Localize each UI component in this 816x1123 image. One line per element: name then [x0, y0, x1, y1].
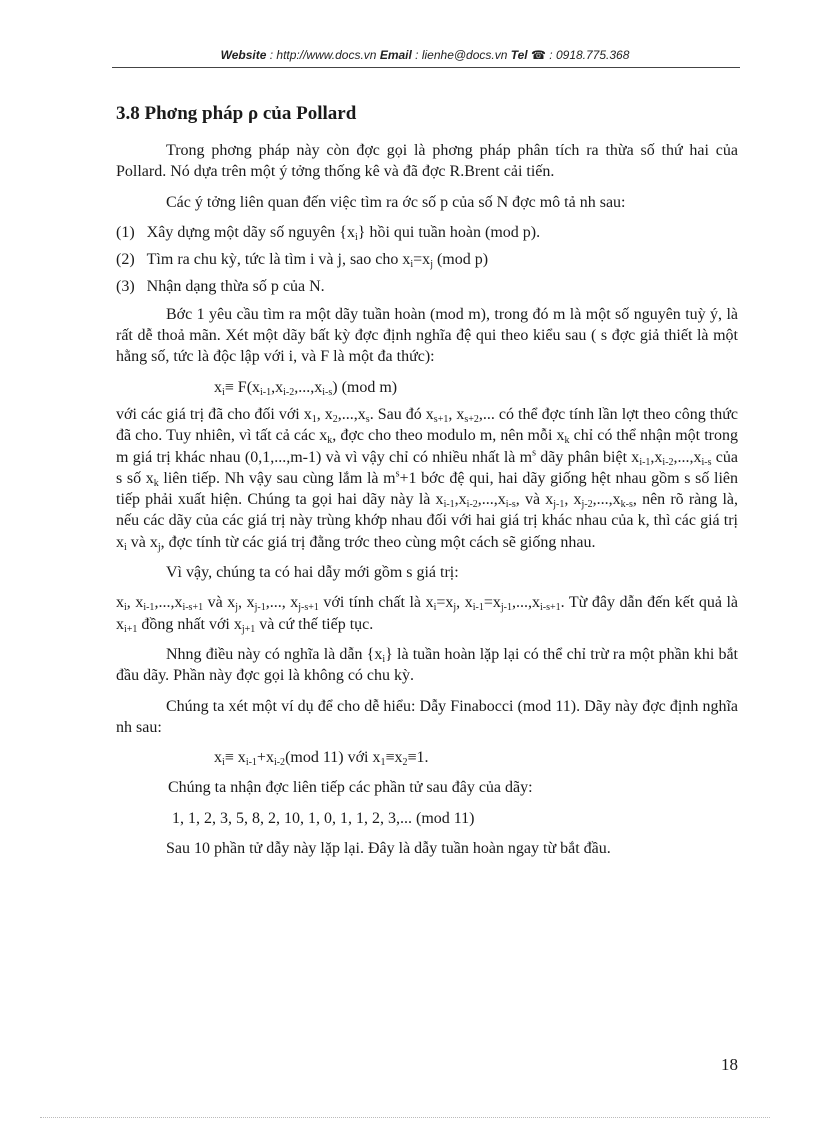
paragraph-step1: Bớc 1 yêu cầu tìm ra một dãy tuần hoàn (mod m), trong đó m là một số nguyên tuỳ ý, là rất dễ thoả mãn. Xét một dãy bất kỳ đợc định nghĩa đệ qui theo kiểu sau ( s đợc giả thiết là một hằng số, tức là độc lập với i, và F là một đa thức): — [116, 305, 738, 366]
paragraph-periodic: Nhng điều này có nghĩa là dẫn $\{x_i\}$ là tuần hoàn lặp lại có thể chỉ trừ ra một phần khi bắt đầu dãy. Phần này đợc gọi là không có chu kỳ. — [116, 645, 739, 685]
paragraph-example: Chúng ta xét một ví dụ để cho dễ hiểu: Dẫy Finabocci (mod 11). Dãy này đợc định nghĩa nh sau: — [116, 697, 738, 736]
paragraph-ideas: Các ý tởng liên quan đến việc tìm ra ớc số p của số N đợc mô tả nh sau: — [166, 193, 626, 211]
list-text: Nhận dạng thừa số p của N. — [146, 278, 325, 296]
list-text-tail: } hồi qui tuần hoàn (mod p). — [357, 223, 541, 241]
body-text — [116, 140, 738, 868]
list-item-1: (1) Xây dựng một dãy số nguyên $\{x_i\}$ hồi qui tuần hoàn (mod p). — [116, 223, 541, 243]
paragraph-equal-values: $x_i$, $x_{i-1},...,x_{i-s+1}$ và $x_j$, $x_{j-1}$,..., $x_{j-s+1}$ với tính chất là $x_i=x_j$, $x_{i-1}=x_{j-1},...,x_{i-s+1}$. Từ đây dẫn đến kết quả là $x_{i+1}$ đồng nhất với $x_{j+1}$ và cứ thế tiếp tục. — [116, 594, 739, 635]
tel-value: : 0918.775.368 — [549, 48, 630, 62]
paragraph-elements: Chúng ta nhận đợc liên tiếp các phần tử sau đây của dãy: — [168, 779, 533, 797]
list-number: (3) — [116, 278, 135, 296]
paragraph-two-sequences: Vì vậy, chúng ta có hai dẫy mới gồm s giá trị: — [166, 564, 459, 582]
email-label: Email — [379, 48, 412, 62]
sequence-values: 1, 1, 2, 3, 5, 8, 2, 10, 1, 0, 1, 1, 2, 3,... (mod 11) — [172, 809, 475, 827]
footer-divider — [40, 1117, 770, 1118]
telephone-icon: ☎ — [531, 48, 546, 62]
list-text-eq: =x — [413, 251, 431, 269]
paragraph-values: với các giá trị đã cho đối với $x_1$, $x_2,...,x_s$. Sau đó $x_{s+1}$, $x_{s+2}$,... có thể đợc tính lần lợt theo công thức đã cho. Tuy nhiên, vì tất cả các $x_k$, đợc cho theo modulo m, nên mỗi $x_k$ chỉ có thể nhận một trong m giá trị khác nhau (0,1,...,m-1) và vì vậy chỉ có nhiều nhất là $m^s$ dãy phân biệt $x_{i-1},x_{i-2},...,x_{i-s}$ của s số $x_k$ liên tiếp. Nh vậy sau cùng lắm là $m^s+1$ bớc đệ qui, hai dãy giống hệt nhau gồm s số liên tiếp phải xuất hiện. Chúng ta gọi hai dãy này là $x_{i-1},x_{i-2},...,x_{i-s}$, và $x_{j-1}$, $x_{j-2},...,x_{k-s}$, nên rõ ràng là, nếu các dãy của các giá trị này trùng khớp nhau đối với hai giá trị khác nhau của k, thì các giá trị $x_i$ và $x_j$, đợc tính từ các giá trị đằng trớc theo cùng một cách sẽ giống nhau. — [116, 405, 739, 553]
list-text: Tìm ra chu kỳ, tức là tìm i và j, sao cho x — [146, 251, 411, 269]
paragraph-intro: Trong phơng pháp này còn đợc gọi là phơng pháp phân tích ra thừa số thứ hai của Pollard. Nó dựa trên một ý tởng thống kê và đã đợc R.Brent cải tiến. — [116, 142, 738, 181]
list-text-tail: (mod p) — [432, 251, 489, 269]
list-item-2: (2) Tìm ra chu kỳ, tức là tìm i và j, sao cho $x_i=x_j$ (mod p) — [116, 251, 489, 271]
page-number: 18 — [721, 1055, 738, 1074]
list-number: (1) — [116, 223, 135, 241]
paragraph-periodic-start: Nhng điều này có nghĩa là dẫn {x — [166, 645, 383, 663]
recurrence-formula: $x_i\equiv F(x_{i-1},x_{i-2},...,x_{i-s})$ (mod m) — [214, 378, 398, 398]
list-text: Xây dựng một dãy số nguyên {x — [146, 223, 355, 241]
paragraph-periodic-end: } là tuần hoàn lặp lại có thể chỉ trừ ra một phần khi bắt đầu dãy. Phần này đợc gọi là không có chu kỳ. — [116, 645, 739, 685]
tel-label: Tel — [510, 48, 528, 62]
header-divider — [112, 67, 740, 68]
email-value: : lienhe@docs.vn — [415, 48, 508, 62]
list-number: (2) — [116, 251, 135, 269]
website-value: : http://www.docs.vn — [269, 48, 377, 62]
page-header — [110, 48, 740, 62]
list-item-3 — [116, 276, 738, 297]
section-title: 3.8 Phơng pháp ρ của Pollard — [116, 103, 357, 124]
fibonacci-formula: $x_i\equiv x_{i-1}+x_{i-2}(mod$ 11) với $x_1\equiv x_2\equiv 1$. — [214, 749, 429, 769]
paragraph-conclusion: Sau 10 phần tử dẫy này lặp lại. Đây là dẫy tuần hoàn ngay từ bắt đầu. — [166, 840, 611, 858]
website-label: Website — [220, 48, 267, 62]
